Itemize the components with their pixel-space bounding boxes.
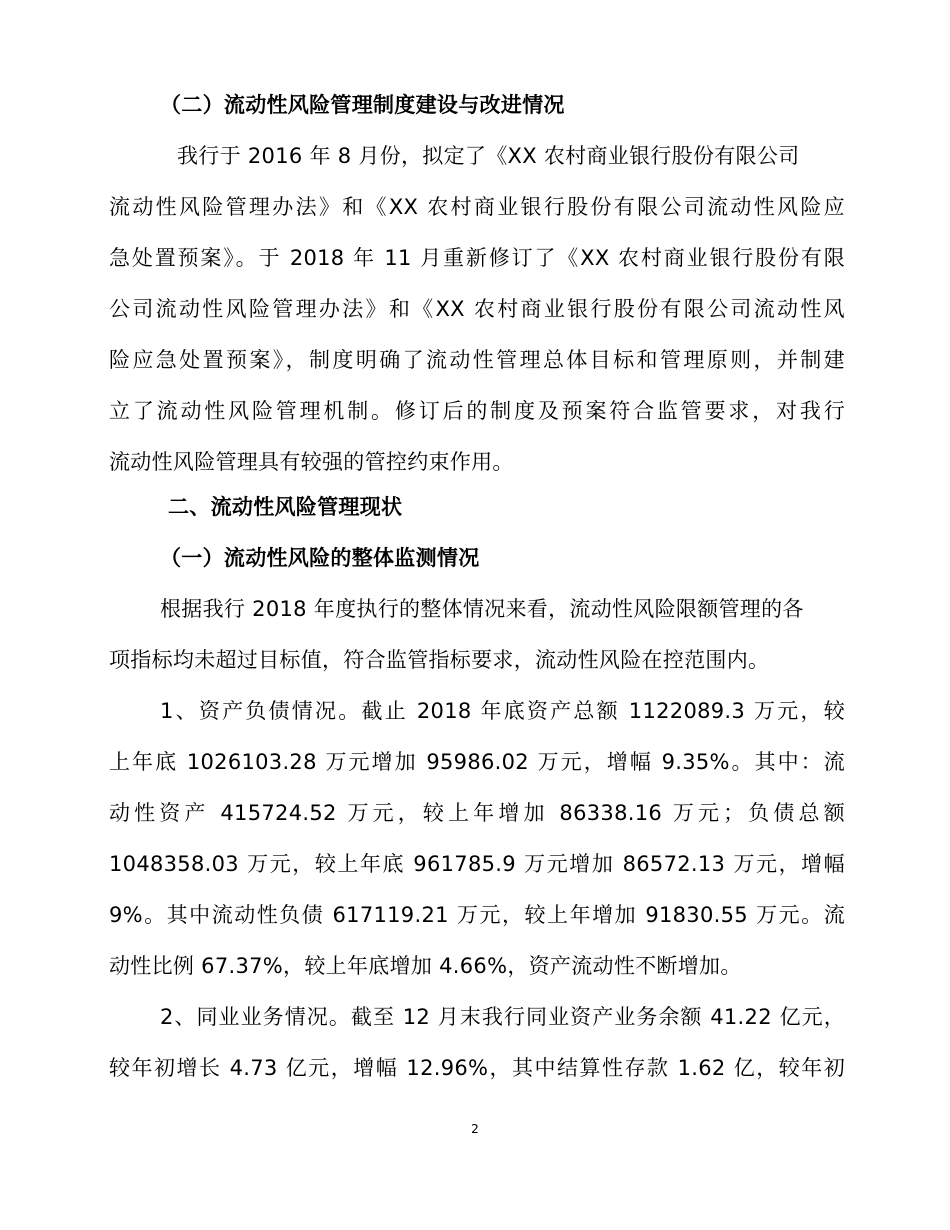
paragraph-line: 1048358.03 万元，较上年底 961785.9 万元增加 86572.13 万元，增幅: [109, 852, 845, 876]
page-number: 2: [471, 1122, 479, 1136]
paragraph-line: 动性资产 415724.52 万元，较上年增加 86338.16 万元；负债总额: [109, 801, 845, 825]
paragraph-line: 公司流动性风险管理办法》和《XX 农村商业银行股份有限公司流动性风: [109, 297, 845, 321]
section-heading-institution-building: （二）流动性风险管理制度建设与改进情况: [160, 93, 565, 117]
paragraph-line: 9%。其中流动性负债 617119.21 万元，较上年增加 91830.55 万元。流: [109, 903, 845, 927]
paragraph-line: 立了流动性风险管理机制。修订后的制度及预案符合监管要求，对我行: [109, 399, 845, 423]
paragraph-line: 急处置预案》。于 2018 年 11 月重新修订了《XX 农村商业银行股份有限: [109, 246, 845, 270]
section-heading-current-status: 二、流动性风险管理现状: [168, 495, 403, 519]
paragraph-line: 2、同业业务情况。截至 12 月末我行同业资产业务余额 41.22 亿元，: [160, 1005, 845, 1029]
paragraph-line: 项指标均未超过目标值，符合监管指标要求，流动性风险在控范围内。: [109, 648, 770, 672]
paragraph-line: 我行于 2016 年 8 月份，拟定了《XX 农村商业银行股份有限公司: [177, 144, 800, 168]
paragraph-line: 上年底 1026103.28 万元增加 95986.02 万元，增幅 9.35%。其中：流: [109, 750, 845, 774]
paragraph-line: 较年初增长 4.73 亿元，增幅 12.96%，其中结算性存款 1.62 亿，较年初: [109, 1056, 845, 1080]
paragraph-line: 动性比例 67.37%，较上年底增加 4.66%，资产流动性不断增加。: [109, 954, 742, 978]
section-heading-overall-monitoring: （一）流动性风险的整体监测情况: [160, 546, 480, 570]
paragraph-line: 险应急处置预案》，制度明确了流动性管理总体目标和管理原则，并制建: [109, 348, 845, 372]
paragraph-line: 根据我行 2018 年度执行的整体情况来看，流动性风险限额管理的各: [160, 597, 804, 621]
paragraph-line: 流动性风险管理办法》和《XX 农村商业银行股份有限公司流动性风险应: [109, 195, 845, 219]
paragraph-line: 流动性风险管理具有较强的管控约束作用。: [109, 450, 514, 474]
paragraph-line: 1、资产负债情况。截止 2018 年底资产总额 1122089.3 万元，较: [160, 699, 845, 723]
